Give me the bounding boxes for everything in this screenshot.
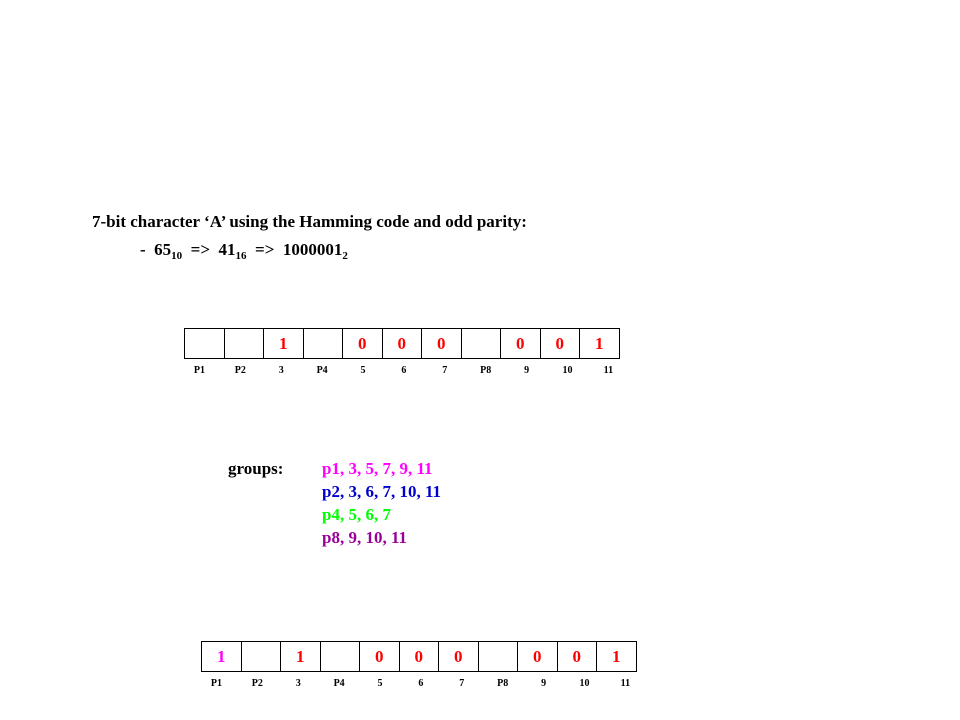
binary-base: 2 [342,250,348,262]
position-label: P8 [497,678,509,689]
position-label: P8 [480,365,492,376]
bit-cell [185,328,225,359]
position-label: 9 [524,365,530,376]
bit-cell: 0 [383,328,423,359]
position-label: 7 [459,678,465,689]
position-label: 5 [360,365,366,376]
bit-cell: 0 [400,641,440,672]
bit-cell: 0 [343,328,383,359]
position-label: P4 [333,678,345,689]
position-label: 10 [562,365,573,376]
group-p1: p1, 3, 5, 7, 9, 11 [322,459,433,478]
bit-cell: 1 [597,641,637,672]
position-label: P2 [234,365,246,376]
bit-table-result [201,641,637,672]
position-label: P2 [251,678,263,689]
position-label: 9 [541,678,547,689]
bit-cell: 0 [518,641,558,672]
position-labels-result [196,678,646,689]
position-label: P1 [210,678,222,689]
group-p8: p8, 9, 10, 11 [322,528,408,547]
bit-table-initial [184,328,620,359]
bit-cell: 0 [501,328,541,359]
bit-cell [479,641,519,672]
hex-value: 41 [218,240,236,259]
position-label: 6 [401,365,407,376]
decimal-base: 10 [171,250,183,262]
position-label: 7 [442,365,448,376]
bit-cell: 0 [439,641,479,672]
position-labels-initial [179,365,629,376]
binary-value: 1000001 [282,240,343,259]
bit-cell: 0 [422,328,462,359]
bit-cell [225,328,265,359]
bit-cell: 1 [264,328,304,359]
position-label: 11 [620,678,631,689]
bit-cell: 1 [202,641,242,672]
position-label: 3 [278,365,284,376]
group-p4: p4, 5, 6, 7 [322,505,391,524]
bit-cell [321,641,361,672]
position-label: 6 [418,678,424,689]
hex-base: 16 [235,250,247,262]
position-label: P4 [316,365,328,376]
dash: - [140,240,146,259]
arrow-1: => [190,240,211,259]
group-p2: p2, 3, 6, 7, 10, 11 [322,482,442,501]
bit-cell: 1 [580,328,620,359]
position-label: 5 [377,678,383,689]
bit-cell: 1 [281,641,321,672]
position-label: 3 [295,678,301,689]
bit-cell [462,328,502,359]
bit-cell: 0 [360,641,400,672]
bit-cell: 0 [541,328,581,359]
groups-label: groups: [228,459,284,478]
position-label: 10 [579,678,590,689]
bit-cell [242,641,282,672]
arrow-2: => [255,240,275,259]
position-label: P1 [193,365,205,376]
decimal-value: 65 [154,240,172,259]
position-label: 11 [603,365,614,376]
bit-cell [304,328,344,359]
bit-cell: 0 [558,641,598,672]
conversion-line [140,240,348,262]
page-title: 7-bit character ‘A’ using the Hamming code and odd parity: [92,212,527,231]
